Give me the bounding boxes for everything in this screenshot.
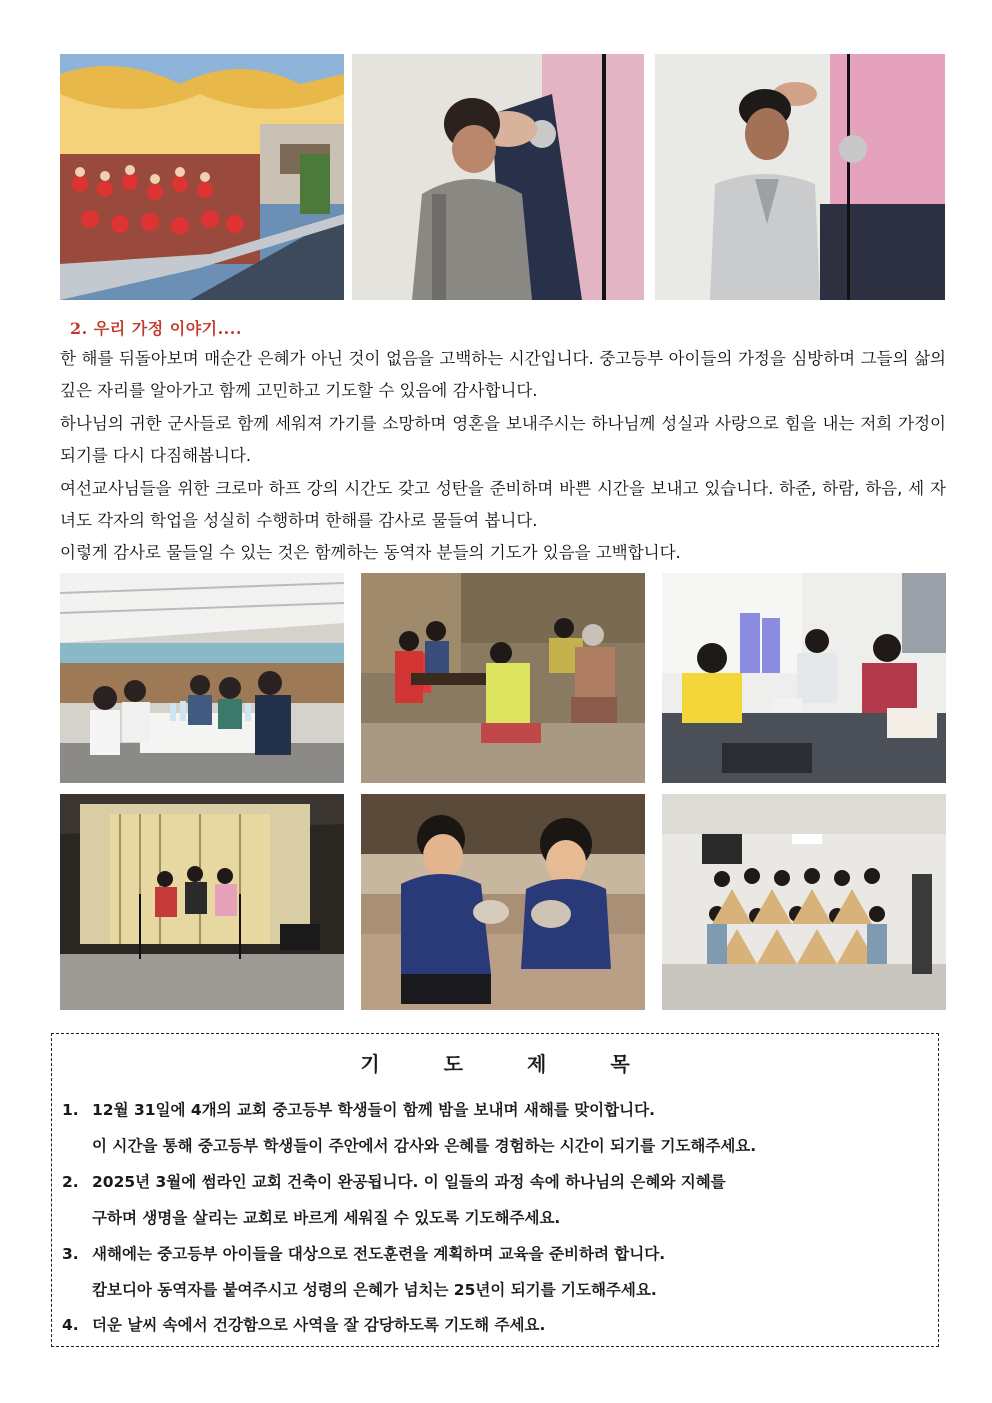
photo-family-lunch	[60, 573, 344, 783]
photo-chromaharp-group	[662, 794, 946, 1010]
photo-church-gathering	[60, 54, 344, 300]
prayer-text: 새해에는 중고등부 아이들을 대상으로 전도훈련을 계획하며 교육을 준비하려 합니다.	[92, 1245, 666, 1263]
photo-home-visit	[361, 573, 645, 783]
prayer-item-3	[62, 1244, 665, 1300]
prayer-text: 구하며 생명을 살리는 교회로 바르게 세워질 수 있도록 기도해주세요.	[92, 1209, 561, 1227]
prayer-text: 12월 31일에 4개의 교회 중고등부 학생들이 함께 밤을 보내며 새해를 맞이합니다.	[92, 1101, 655, 1119]
prayer-number: 2.	[62, 1173, 79, 1191]
prayer-item-1	[62, 1100, 756, 1156]
prayer-title-char: 기	[360, 1052, 380, 1076]
section-title: 2. 우리 가정 이야기....	[70, 319, 242, 338]
prayer-title-char: 목	[610, 1052, 630, 1076]
photo-children-hedgehog	[361, 794, 645, 1010]
paragraph: 하나님의 귀한 군사들로 함께 세워져 가기를 소망하며 영혼을 보내주시는 하나님께 성실과 사랑으로 힘을 내는 저희 가정이 되기를 다시 다짐해봅니다.	[60, 413, 946, 466]
paragraph: 한 해를 뒤돌아보며 매순간 은혜가 아닌 것이 없음을 고백하는 시간입니다. 중고등부 아이들의 가정을 심방하며 그들의 삶의 깊은 자리를 알아가고 함께 고민하고 기도할 수 있음에 감사합니다.	[60, 349, 946, 401]
prayer-text: 캄보디아 동역자를 붙여주시고 성령의 은혜가 넘치는 25년이 되기를 기도해주세요.	[92, 1281, 657, 1299]
prayer-text: 이 시간을 통해 중고등부 학생들이 주안에서 감사와 은혜를 경험하는 시간이 되기를 기도해주세요.	[92, 1137, 757, 1155]
prayer-title-char: 제	[527, 1052, 547, 1076]
photo-blessing-boy	[655, 54, 945, 300]
section-body	[60, 343, 946, 570]
prayer-number: 1.	[62, 1101, 79, 1119]
prayer-item-2	[62, 1172, 726, 1228]
paragraph: 이렇게 감사로 물들일 수 있는 것은 함께하는 동역자 분들의 기도가 있음을 고백합니다.	[60, 543, 681, 563]
photo-students-study	[662, 573, 946, 783]
photo-blessing-girl	[352, 54, 644, 300]
prayer-text: 더운 날씨 속에서 건강함으로 사역을 잘 감당하도록 기도해 주세요.	[92, 1316, 546, 1334]
prayer-title	[52, 1048, 938, 1077]
prayer-number: 4.	[62, 1316, 79, 1334]
prayer-requests-box	[51, 1033, 939, 1347]
paragraph: 여선교사님들을 위한 크로마 하프 강의 시간도 갖고 성탄을 준비하며 바쁜 시간을 보내고 있습니다. 하준, 하람, 하음, 세 자녀도 각자의 학업을 성실히 수행하며 한해를 감사로 물들여 봅니다.	[60, 478, 946, 531]
prayer-item-4	[62, 1315, 545, 1335]
prayer-title-char: 도	[443, 1052, 463, 1076]
photo-stage-performance	[60, 794, 344, 1010]
prayer-text: 2025년 3월에 썸라인 교회 건축이 완공됩니다. 이 일들의 과정 속에 하나님의 은혜와 지혜를	[92, 1173, 726, 1191]
prayer-number: 3.	[62, 1245, 79, 1263]
